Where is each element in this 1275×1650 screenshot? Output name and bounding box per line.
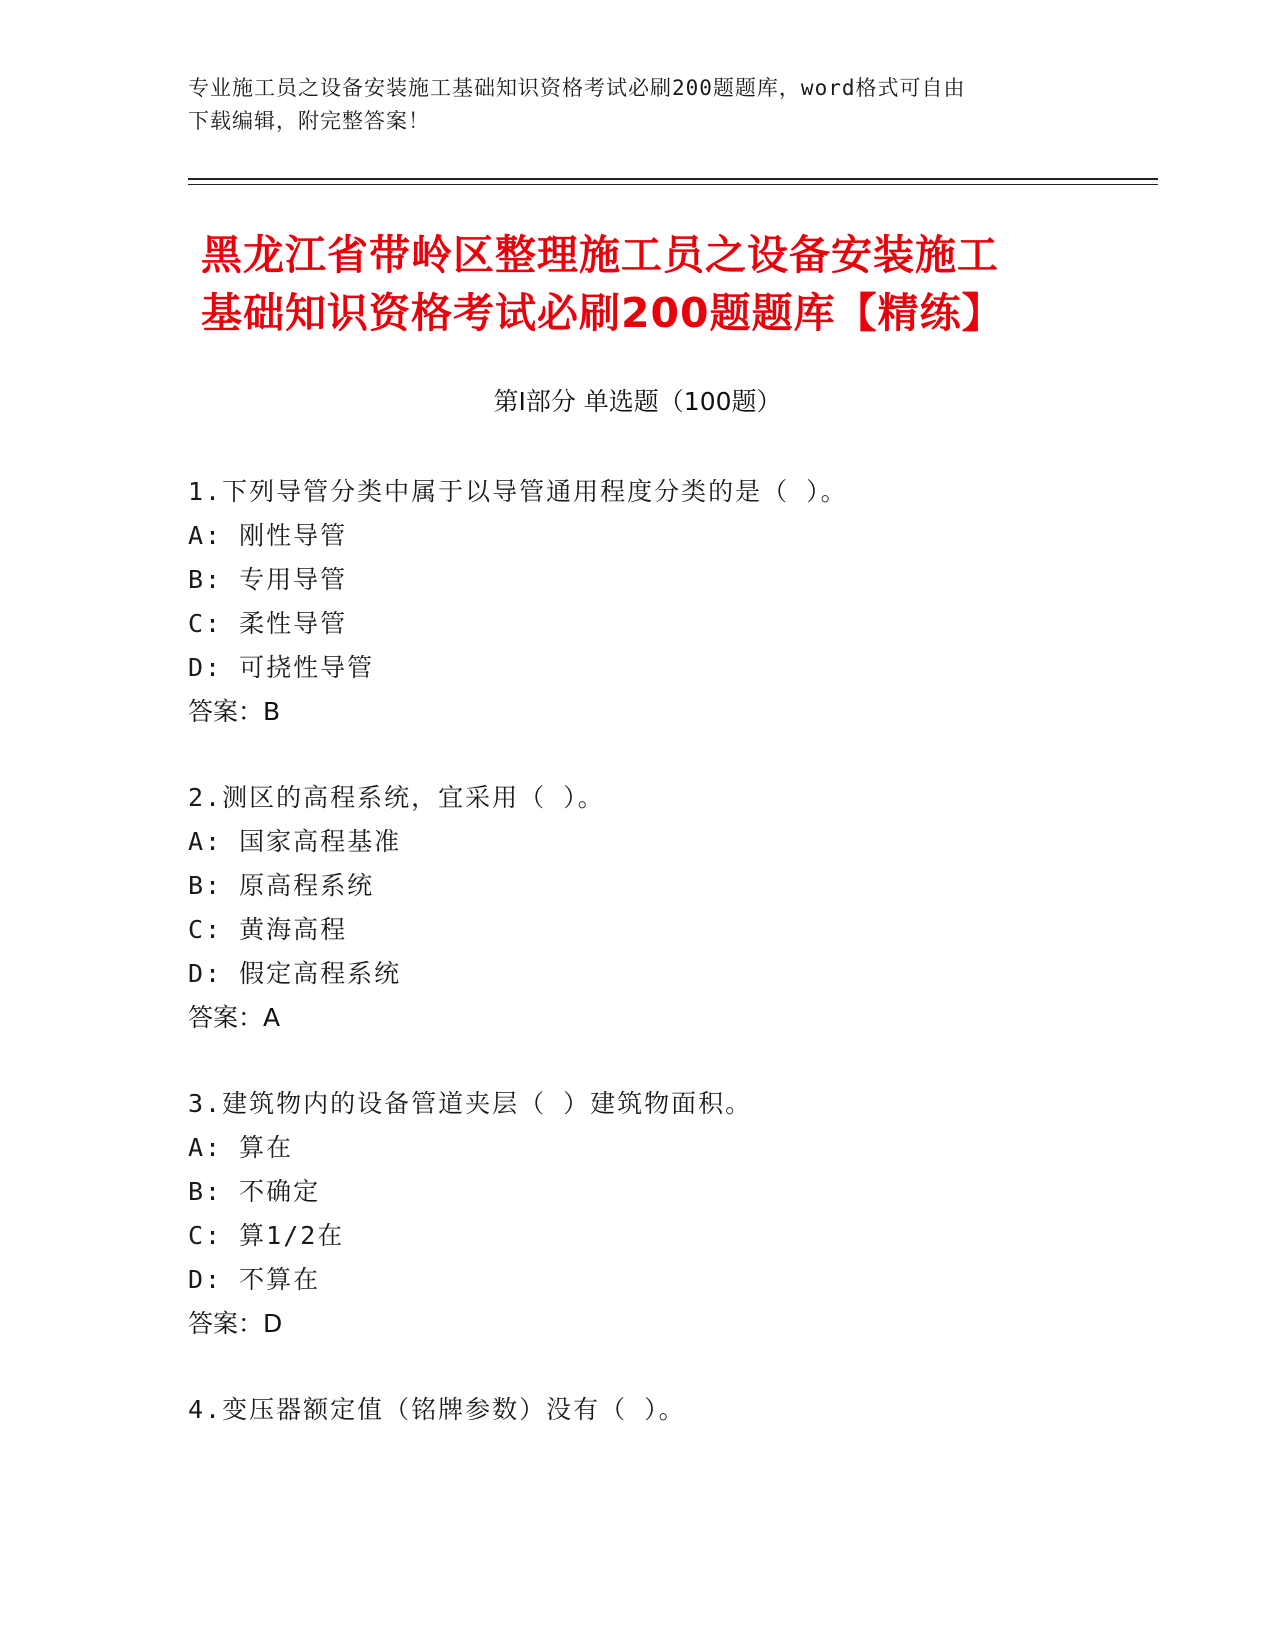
- question-3-stem: 3.建筑物内的设备管道夹层（ ）建筑物面积。: [188, 1089, 753, 1118]
- question-1-option-a: A: 刚性导管: [188, 521, 348, 550]
- question-3-answer: 答案：D: [188, 1309, 283, 1338]
- question-3-option-b: B: 不确定: [188, 1177, 321, 1206]
- question-2-option-b: B: 原高程系统: [188, 871, 375, 900]
- question-1-stem: 1.下列导管分类中属于以导管通用程度分类的是（ ）。: [188, 477, 848, 506]
- question-1-option-d: D: 可挠性导管: [188, 653, 375, 682]
- section-heading: 第Ⅰ部分 单选题（100题）: [493, 387, 782, 416]
- header-note-line-1: 专业施工员之设备安装施工基础知识资格考试必刷200题题库，word格式可自由: [188, 76, 966, 100]
- question-2-stem: 2.测区的高程系统，宜采用（ ）。: [188, 783, 605, 812]
- question-3-option-a: A: 算在: [188, 1133, 294, 1162]
- question-3-option-c: C: 算1/2在: [188, 1221, 345, 1250]
- question-2-option-c: C: 黄海高程: [188, 915, 348, 944]
- question-4-stem: 4.变压器额定值（铭牌参数）没有（ ）。: [188, 1395, 686, 1424]
- header-divider-thin: [188, 184, 1158, 185]
- question-2-option-a: A: 国家高程基准: [188, 827, 402, 856]
- document-title-line-2: 基础知识资格考试必刷200题题库【精练】: [201, 289, 1004, 337]
- question-2-answer: 答案：A: [188, 1003, 281, 1032]
- document-title: [201, 226, 1161, 342]
- question-1-option-b: B: 专用导管: [188, 565, 348, 594]
- question-1-option-c: C: 柔性导管: [188, 609, 348, 638]
- question-3-option-d: D: 不算在: [188, 1265, 321, 1294]
- document-title-line-1: 黑龙江省带岭区整理施工员之设备安装施工: [201, 231, 999, 279]
- question-1-answer: 答案：B: [188, 697, 281, 726]
- header-note: [188, 72, 1088, 138]
- header-divider-thick: [188, 178, 1158, 180]
- header-note-line-2: 下载编辑，附完整答案！: [188, 109, 430, 133]
- question-2-option-d: D: 假定高程系统: [188, 959, 402, 988]
